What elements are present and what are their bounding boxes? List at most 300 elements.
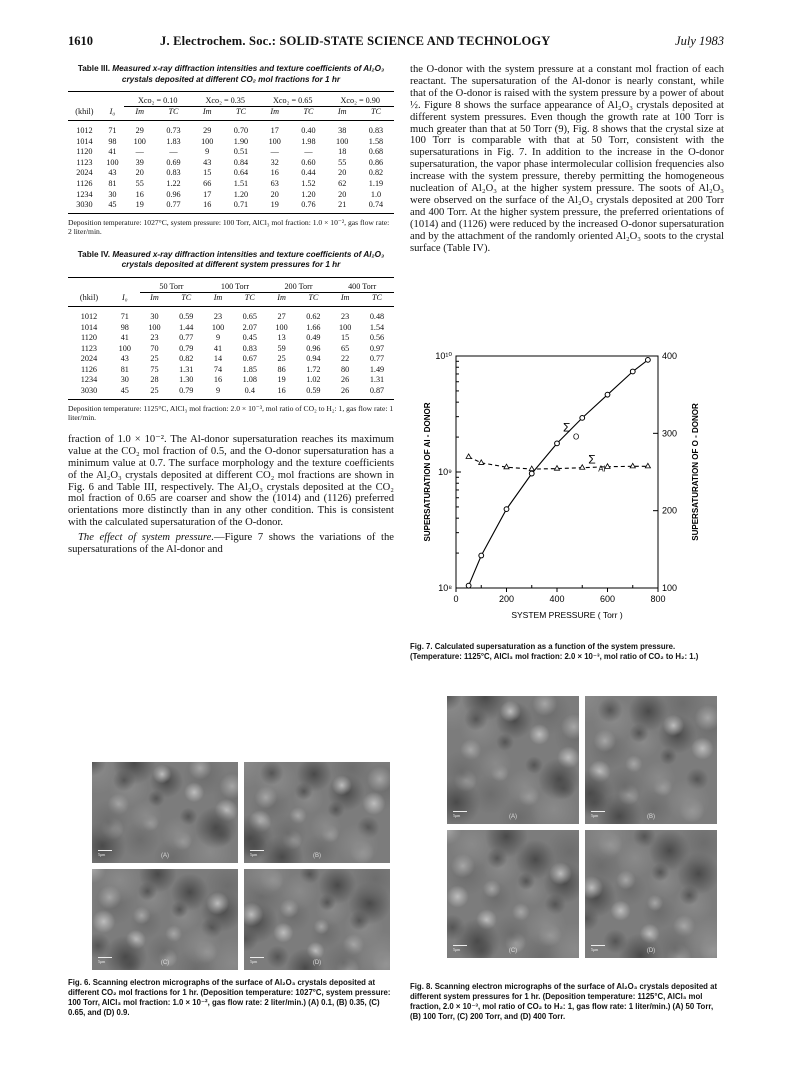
column-header-tc: TC [370, 107, 381, 117]
table-cell-hkl: 1014 [80, 322, 98, 332]
table4 [68, 277, 394, 400]
group-header-0: 50 Torr [140, 281, 204, 292]
fig8-label: Fig. 8. [410, 982, 433, 991]
table-rule [68, 396, 394, 400]
table-cell: 0.84 [233, 157, 249, 167]
table-cell: 0.73 [166, 125, 181, 135]
table-cell: 100 [339, 322, 352, 332]
table-cell: 1.52 [301, 178, 316, 188]
micrograph-texture [244, 762, 390, 863]
table-cell: 14 [213, 354, 223, 364]
column-header-im: Im [135, 107, 145, 117]
panel-label: (C) [508, 948, 518, 954]
table-cell: 0.59 [306, 386, 321, 396]
table-cell: 1.90 [233, 136, 249, 146]
data-point [466, 454, 471, 459]
column-header-i0: I₀ [109, 107, 116, 117]
table-sub-header [68, 106, 394, 117]
table-cell: 70 [150, 343, 159, 353]
table-cell: 29 [203, 125, 212, 135]
table4-label: Table IV. [77, 249, 111, 259]
table-cell: 41 [213, 343, 223, 353]
group-header-3: 400 Torr [330, 281, 394, 292]
table-cell: 16 [135, 189, 144, 199]
table3 [68, 91, 394, 214]
column-header-im: Im [340, 293, 350, 303]
micrograph-texture [92, 869, 238, 970]
table-cell: 43 [203, 157, 212, 167]
table-cell: 0.60 [301, 157, 316, 167]
table-cell: 0.49 [306, 333, 321, 343]
table-cell: 45 [120, 386, 129, 396]
table-cell: 0.71 [233, 200, 249, 210]
fig8-micrographs [447, 696, 717, 960]
table-cell: 29 [135, 125, 144, 135]
data-point [646, 357, 651, 362]
group-header-3: Xco₂ = 0.90 [326, 95, 394, 106]
table-cell: 0.83 [368, 125, 384, 135]
table-cell: 100 [133, 136, 146, 146]
scale-bar: 5μm [98, 850, 112, 857]
table-cell-hkl: 1126 [80, 364, 98, 374]
table-cell: 0.69 [166, 157, 181, 167]
left-column [68, 64, 394, 556]
table-cell: 81 [120, 364, 129, 374]
table-cell: 86 [277, 364, 286, 374]
rule-cell [110, 396, 140, 400]
table-cell: 41 [108, 147, 117, 157]
table-cell: 1.31 [179, 364, 194, 374]
table-cell-hkl: 1012 [80, 311, 98, 321]
rule-cell [296, 396, 330, 400]
fig6-label: Fig. 6. [68, 978, 91, 987]
table-cell: 17 [203, 189, 212, 199]
table-cell: 0.96 [306, 343, 321, 353]
table-cell: 0.40 [301, 125, 316, 135]
table-cell: 62 [338, 178, 347, 188]
fig7-chart [410, 344, 724, 636]
table-cell: 19 [135, 200, 144, 210]
scale-bar: 5μm [250, 850, 264, 857]
table4-caption-text: Measured x-ray diffraction intensities and texture coefficients of Al₂O₃ crystals deposited at different system pressures for 1 hr [112, 249, 385, 270]
table3-note: Deposition temperature: 1027°C, system pressure: 100 Torr, AlCl₃ mol fraction: 1.0 × 10⁻², gas flow rate: 2 liter/min. [68, 217, 390, 236]
blank-cell [101, 95, 124, 106]
rule-cell [68, 210, 101, 214]
table-cell: 0.68 [368, 147, 384, 157]
column-header-tc: TC [235, 107, 246, 117]
table-cell: 1.08 [242, 375, 257, 385]
table-cell-hkl: 1014 [76, 136, 93, 146]
data-point [479, 460, 484, 465]
x-tick-label: 600 [599, 594, 616, 604]
column-header-tc: TC [303, 107, 314, 117]
data-point [555, 441, 560, 446]
x-tick-label: 800 [650, 594, 666, 604]
table-cell: 13 [277, 333, 286, 343]
table-cell: 1.54 [369, 322, 385, 332]
table-cell: 30 [108, 189, 117, 199]
table-cell-hkl: 2024 [80, 354, 98, 364]
micrograph-texture [585, 830, 717, 958]
panel-label: (B) [647, 814, 655, 820]
right-paragraph-1: the O-donor with the system pressure at a constant mol fraction of each reactant. The supersaturation of the Al-donor is nearly constant, while that of the O-donor is raised with the system pressure by a power of about ½. Figure 8 shows the surface appearance of Al₂O₃ crystals deposited at different system pressures. Even though the growth rate at 100 Torr is much greater than that at 50 Torr (9), Fig. 8 shows that the crystal size at 100 Torr is comparable with that at 50 Torr, consistent with the supersaturations in Fig. 7. In addition to the increase in the O-donor supersaturation, the vapor phase intermolecular collision frequencies also increase with the system pressure, thereby permitting the homogeneous nucleation of Al₂O₃ at the higher system pressure. The soots of Al₂O₃ were observed on the surface of the Al₂O₃ crystals deposited at 200 Torr and 400 Torr. At the higher system pressure, the preferred orientations of (1014) and (1126) were reduced by the increased O-donor supersaturation and by the attachment of the randomly oriented Al₂O₃ soots to the crystal surface (Table IV). [410, 64, 724, 254]
table-cell: 0.59 [179, 311, 194, 321]
rule-cell [326, 210, 357, 214]
table-cell: 1.19 [368, 178, 384, 188]
table-cell: 59 [277, 343, 286, 353]
data-point [479, 553, 484, 558]
table-cell: 9 [215, 333, 221, 343]
table-cell-hkl: 1012 [76, 125, 93, 135]
table-cell: 28 [150, 375, 159, 385]
table-cell: 23 [341, 311, 350, 321]
table-cell: 100 [275, 322, 288, 332]
fig6-micrographs [92, 762, 392, 970]
micrograph-texture [244, 869, 390, 970]
table-cell: — [304, 147, 313, 157]
table-cell: 43 [120, 354, 129, 364]
x-tick-label: 400 [549, 594, 565, 604]
table-cell: 30 [120, 375, 129, 385]
column-header-im: Im [277, 293, 286, 303]
table-cell: 26 [341, 386, 350, 396]
table-cell: 39 [135, 157, 144, 167]
table-cell: 1.22 [166, 178, 181, 188]
table3-label: Table III. [77, 64, 110, 73]
rule-cell [140, 396, 170, 400]
table-cell: 27 [277, 311, 286, 321]
table-cell: 43 [108, 168, 117, 178]
data-point [630, 369, 635, 374]
panel-label: (B) [313, 853, 321, 859]
blank-cell [68, 281, 110, 292]
table-cell-hkl: 3030 [80, 386, 98, 396]
table-cell: 0.44 [301, 168, 316, 178]
panel-label: (C) [160, 960, 170, 966]
table-cell: 98 [108, 136, 117, 146]
table-cell-hkl: 1234 [76, 189, 93, 199]
table-cell: 41 [120, 333, 129, 343]
y-right-axis-label: SUPERSATURATION OF O - DONOR [691, 403, 700, 541]
table-cell: 0.82 [368, 168, 384, 178]
micrograph-texture [447, 830, 579, 958]
table-cell: 1.66 [306, 322, 321, 332]
group-header-0: Xco₂ = 0.10 [124, 95, 191, 106]
table-cell: 20 [338, 189, 347, 199]
table-cell-hkl: 2024 [76, 168, 93, 178]
table-cell: 71 [120, 311, 129, 321]
column-header-tc: TC [181, 293, 192, 303]
blank-cell [110, 281, 140, 292]
scale-bar: 5μm [591, 945, 605, 952]
sigma-marker: Σ [588, 452, 596, 467]
table-cell: 81 [108, 178, 117, 188]
table-group-header [68, 281, 394, 292]
rule-cell [203, 396, 233, 400]
table-cell: 66 [203, 178, 212, 188]
x-tick-label: 200 [498, 594, 515, 604]
data-point [580, 415, 585, 420]
table-cell: 100 [211, 322, 225, 332]
table-row [68, 157, 394, 168]
page-header [68, 34, 724, 52]
table-cell: 0.87 [369, 386, 385, 396]
table-cell: 38 [338, 125, 347, 135]
table-cell: 100 [118, 343, 131, 353]
table-cell: 0.97 [369, 343, 385, 353]
y-left-tick-label: 10⁸ [438, 583, 452, 593]
table-cell: 71 [108, 125, 117, 135]
table-row [68, 168, 394, 179]
table-cell: 20 [338, 168, 347, 178]
table-row [68, 332, 394, 343]
table-row [68, 375, 394, 386]
micrograph-panel [447, 830, 579, 958]
fig6-caption [68, 978, 394, 1018]
group-header-2: Xco₂ = 0.65 [259, 95, 326, 106]
y-left-axis-label: SUPERSATURATION OF Al - DONOR [423, 402, 432, 542]
journal-title: J. Electrochem. Soc.: SOLID-STATE SCIENCE AND TECHNOLOGY [160, 34, 551, 48]
table-cell: 100 [106, 157, 119, 167]
data-point [605, 392, 610, 397]
table-row [68, 125, 394, 136]
table4-note: Deposition temperature: 1125°C, AlCl₃ mol fraction: 2.0 × 10⁻³, mol ratio of CO₂ to H₂: 1, gas flow rate: 1 liter/min. [68, 403, 394, 422]
table-cell: 20 [135, 168, 144, 178]
table-cell: 80 [341, 364, 350, 374]
table-cell: 0.79 [179, 386, 194, 396]
table-cell: 0.94 [306, 354, 321, 364]
micrograph-panel [447, 696, 579, 824]
rule-cell [223, 210, 259, 214]
rule-cell [155, 210, 191, 214]
y-right-tick-label: 300 [662, 428, 678, 439]
table-cell: 0.82 [179, 354, 194, 364]
table-cell: 0.77 [166, 200, 181, 210]
table-cell: 0.74 [368, 200, 384, 210]
right-column [410, 64, 724, 255]
micrograph-panel [244, 869, 390, 970]
table-cell: 1.02 [306, 375, 321, 385]
table-cell: 19 [277, 375, 286, 385]
table-cell: 1.72 [306, 364, 321, 374]
table-cell: 100 [268, 136, 281, 146]
data-point [529, 471, 534, 476]
table-cell: 32 [270, 157, 279, 167]
x-tick-label: 0 [453, 594, 459, 604]
blank-cell [68, 95, 101, 106]
table-cell: 20 [270, 189, 279, 199]
micrograph-texture [447, 696, 579, 824]
data-point [554, 466, 559, 471]
fig7-label: Fig. 7. [410, 642, 433, 651]
table-cell: 1.51 [233, 178, 249, 188]
table-rule [68, 210, 394, 214]
table-cell: 18 [338, 147, 347, 157]
table-cell: 1.31 [369, 375, 385, 385]
table-row [68, 146, 394, 157]
table3-caption-text: Measured x-ray diffraction intensities and texture coefficients of Al₂O₃ crystals deposited at different CO₂ mol fractions for 1 hr [112, 64, 385, 84]
table-cell: 9 [205, 147, 210, 157]
series-label-o: O [573, 432, 580, 442]
table-row [68, 311, 394, 322]
table-cell: 0.62 [306, 311, 321, 321]
y-left-tick-label: 10⁹ [438, 467, 452, 477]
table-cell: 45 [108, 200, 117, 210]
table-cell: 98 [120, 322, 129, 332]
table-cell: 55 [338, 157, 347, 167]
fig8-caption-text: Scanning electron micrographs of the surface of Al₂O₃ crystals deposited at different system pressures for 1 hr. (Deposition temperature: 1125°C, AlCl₃ mol fraction, 2.0 × 10⁻³, mol ratio of CO₂ to H₂: 1, gas flow rate: 1 liter/min.) (A) 50 Torr, (B) 100 Torr, (C) 200 Torr, and (D) 400 Torr. [410, 982, 718, 1021]
table-cell: 16 [277, 386, 286, 396]
table-cell: 0.45 [242, 333, 257, 343]
y-right-tick-label: 100 [662, 583, 678, 593]
table-cell: 0.86 [368, 157, 384, 167]
table-cell: 16 [203, 200, 212, 210]
table-cell: 1.20 [233, 189, 249, 199]
table-cell: 17 [270, 125, 279, 135]
table-cell: — [169, 147, 178, 157]
group-header-1: 100 Torr [203, 281, 267, 292]
rule-cell [191, 210, 222, 214]
table-cell: 55 [135, 178, 144, 188]
table-cell: 1.0 [370, 189, 382, 199]
column-header-hkl: (khil) [75, 107, 94, 117]
rule-cell [267, 396, 297, 400]
column-header-i0: I₀ [122, 293, 128, 303]
table-cell: 0.70 [233, 125, 249, 135]
column-header-im: Im [202, 107, 212, 117]
table-cell: 65 [341, 343, 350, 353]
table-cell: 22 [341, 354, 350, 364]
column-header-tc: TC [168, 107, 179, 117]
table-cell: 2.07 [242, 322, 257, 332]
micrograph-panel [244, 762, 390, 863]
column-header-tc: TC [244, 293, 255, 303]
data-point [466, 583, 471, 588]
micrograph-panel [92, 762, 238, 863]
micrograph-panel [585, 830, 717, 958]
table-cell: 0.76 [301, 200, 316, 210]
column-header-im: Im [337, 107, 347, 117]
left-paragraph-2-text: —Figure 7 shows the variations of the supersaturations of the Al-donor and [68, 532, 394, 556]
table-cell: 16 [270, 168, 279, 178]
table-cell: 25 [277, 354, 286, 364]
table-cell: 0.96 [166, 189, 181, 199]
rule-cell [169, 396, 203, 400]
column-header-im: Im [150, 293, 159, 303]
y-right-tick-label: 400 [662, 351, 678, 361]
table-cell: 1.98 [301, 136, 316, 146]
table-cell: 0.77 [179, 333, 194, 343]
page-number: 1610 [68, 34, 93, 48]
table-cell: 25 [150, 386, 159, 396]
table-cell: 1.83 [166, 136, 181, 146]
table-cell: 0.77 [369, 354, 385, 364]
table-cell: 1.20 [301, 189, 316, 199]
table-row [68, 385, 394, 396]
table-cell: 0.56 [369, 333, 385, 343]
table-row [68, 354, 394, 365]
rule-cell [290, 210, 326, 214]
table-cell: 0.83 [166, 168, 181, 178]
micrograph-panel [585, 696, 717, 824]
data-point [580, 465, 585, 470]
table-cell: 0.48 [369, 311, 385, 321]
table-cell-hkl: 1123 [80, 343, 98, 353]
table-cell: 74 [213, 364, 223, 374]
table-cell: 100 [336, 136, 349, 146]
panel-label: (D) [312, 960, 322, 966]
table-cell: 23 [150, 333, 159, 343]
table-cell: 19 [270, 200, 279, 210]
table-cell-hkl: 3030 [76, 200, 93, 210]
rule-cell [358, 210, 394, 214]
table-row [68, 364, 394, 375]
table-cell: — [135, 147, 144, 157]
rule-cell [360, 396, 394, 400]
column-header-im: Im [213, 293, 223, 303]
sigma-marker: Σ [563, 420, 571, 435]
rule-cell [101, 210, 124, 214]
table-cell: 1.49 [369, 364, 385, 374]
table-cell: 1.44 [179, 322, 194, 332]
micrograph-texture [92, 762, 238, 863]
y-right-tick-label: 200 [662, 505, 678, 516]
table-cell: 15 [203, 168, 212, 178]
fig6-caption-text: Scanning electron micrographs of the surface of Al₂O₃ crystals deposited at different CO₂ mol fractions for 1 hr. (Deposition temperature: 1027°C, system pressure: 100 Torr, AlCl₃ mol fraction: 1.0 × 10⁻², gas flow rate: 2 liter/min.) (A) 0.1, (B) 0.35, (C) 0.65, and (D) 0.9. [68, 978, 391, 1017]
x-axis-label: SYSTEM PRESSURE ( Torr ) [511, 610, 623, 620]
data-point [605, 464, 610, 469]
table-group-header [68, 95, 394, 106]
table-cell: 100 [201, 136, 214, 146]
column-header-tc: TC [371, 293, 382, 303]
column-header-tc: TC [308, 293, 319, 303]
table3-caption [68, 64, 394, 85]
table-cell: 0.79 [179, 343, 194, 353]
left-paragraph-1: fraction of 1.0 × 10⁻². The Al-donor supersaturation reaches its maximum value at the CO₂ mol fraction of 0.5, and the O-donor supersaturation has a minimum value at 0.7. The surface morphology and the texture coefficients of the Al₂O₃ crystals deposited at different CO₂ mol fractions are shown in Fig. 6 and Table III, respectively. The Al₂O₃ crystals deposited at the CO₂ mol fraction of 0.65 are coarser and show the (1014) and (1126) preferred orientations more distinctly than in any other condition. This is consistent with the calculated supersaturation of the O-donor. [68, 433, 394, 529]
table-cell: 23 [213, 311, 223, 321]
table-cell: 30 [150, 311, 159, 321]
micrograph-texture [585, 696, 717, 824]
table-cell: 0.64 [233, 168, 249, 178]
fig7-caption-text: Calculated supersaturation as a function of the system pressure. (Temperature: 1125°C, AlCl₃ mol fraction: 2.0 × 10⁻³, mol ratio of CO₂ to H₂: 1.) [410, 642, 699, 661]
table-cell: 9 [215, 386, 221, 396]
table-cell-hkl: 1126 [76, 178, 93, 188]
table-cell: 26 [341, 375, 350, 385]
table-cell: 21 [338, 200, 347, 210]
plot-frame [456, 356, 658, 588]
table-cell: 100 [148, 322, 161, 332]
column-header-hkl: (hkil) [79, 293, 99, 303]
panel-label: (A) [509, 814, 517, 820]
data-point [504, 507, 509, 512]
rule-cell [330, 396, 360, 400]
panel-label: (D) [646, 948, 656, 954]
table-row [68, 343, 394, 354]
table-row [68, 322, 394, 333]
fig8-caption [410, 982, 724, 1022]
panel-label: (A) [161, 853, 169, 859]
table-sub-header [68, 292, 394, 303]
right-body-text [410, 64, 724, 255]
table-cell: 0.65 [242, 311, 257, 321]
series-line-o [469, 360, 648, 586]
table4-caption [68, 250, 394, 271]
scale-bar: 5μm [591, 811, 605, 818]
table-cell: 25 [150, 354, 159, 364]
scale-bar: 5μm [453, 945, 467, 952]
table-row [68, 199, 394, 210]
table-cell-hkl: 1234 [80, 375, 98, 385]
